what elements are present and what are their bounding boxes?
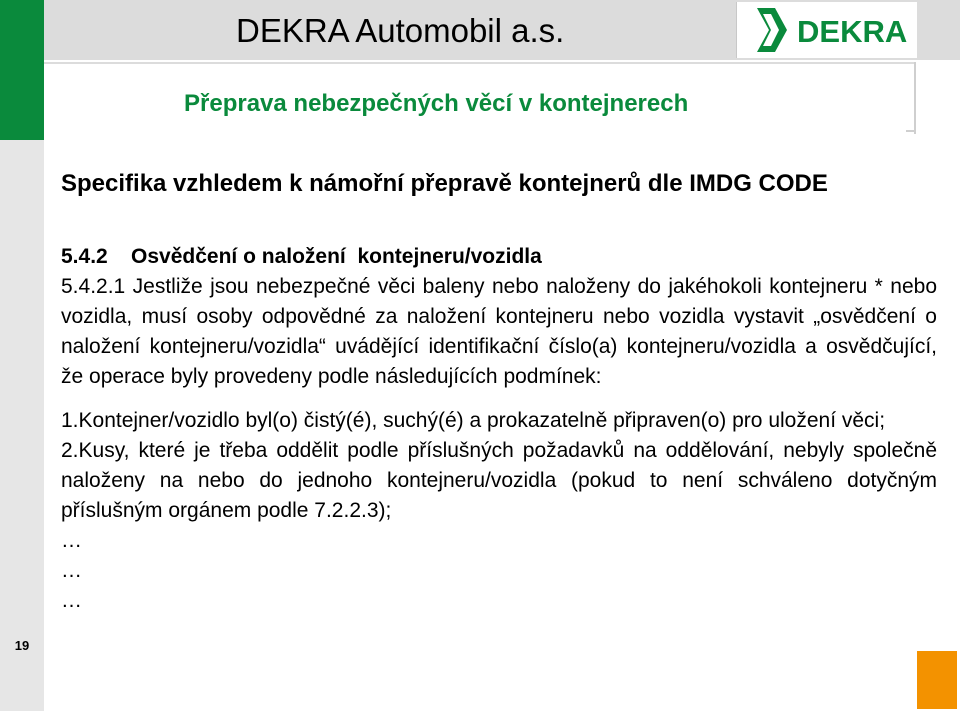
ellipsis-line-1: … [61, 529, 82, 552]
spacer [61, 392, 937, 406]
left-column-green [0, 60, 44, 140]
dekra-logo-icon [753, 4, 913, 56]
section-heading: Specifika vzhledem k námořní přepravě kontejnerů dle IMDG CODE [61, 170, 828, 197]
right-rule [914, 62, 916, 134]
right-rule-end [906, 130, 916, 132]
list-item-2: 2.Kusy, které je třeba oddělit podle příslušných požadavků na oddělování, nebyly společně naloženy na nebo do jednoho kontejneru/vozidla (pokud to není schváleno dotyčným příslušným orgánem podle 7.2.2.3); [61, 439, 937, 522]
header-title: DEKRA Automobil a.s. [236, 12, 565, 49]
dekra-logo [736, 2, 917, 58]
orange-corner-square [917, 651, 957, 709]
page-number: 19 [14, 638, 30, 653]
logo-text: DEKRA [797, 14, 908, 49]
list-item-1: 1.Kontejner/vozidlo byl(o) čistý(é), suchý(é) a prokazatelně připraven(o) pro uložení věci; [61, 409, 886, 432]
content-body [61, 242, 937, 616]
left-column [0, 60, 44, 711]
sub-heading: 5.4.2 Osvědčení o naložení kontejneru/vozidla [61, 245, 542, 268]
slide-subtitle: Přeprava nebezpečných věcí v kontejnerech [184, 90, 689, 117]
header-green-block [0, 0, 44, 60]
header-divider [44, 62, 916, 64]
paragraph-5-4-2-1: 5.4.2.1 Jestliže jsou nebezpečné věci baleny nebo naloženy do jakéhokoli kontejneru * nebo vozidla, musí osoby odpovědné za naložení kontejneru nebo vozidla vystavit „osvědčení o naložení kontejneru/vozidla“ uvádějící identifikační číslo(a) kontejneru/vozidla a osvědčující, že operace byly provedeny podle následujících podmínek: [61, 275, 937, 388]
left-column-gray [0, 140, 44, 711]
ellipsis-line-2: … [61, 559, 82, 582]
ellipsis-line-3: … [61, 589, 82, 612]
